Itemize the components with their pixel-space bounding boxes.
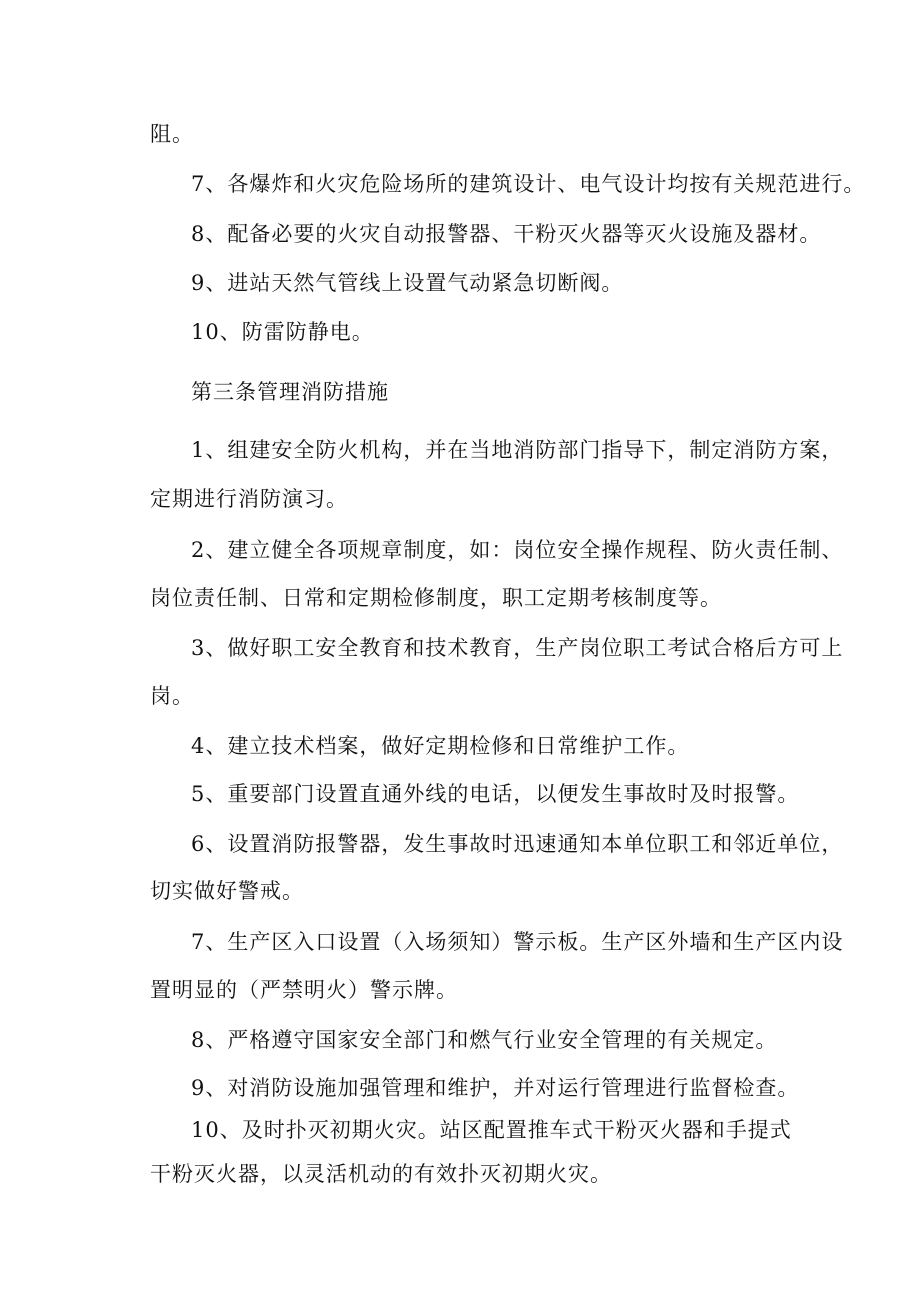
text-line: 岗。 bbox=[150, 684, 194, 708]
text-line: 7、生产区入口设置（入场须知）警示板。生产区外墙和生产区内设 bbox=[191, 930, 844, 954]
text-line: 置明显的（严禁明火）警示牌。 bbox=[150, 978, 458, 1002]
text-line: 8、配备必要的火灾自动报警器、干粉灭火器等灭火设施及器材。 bbox=[191, 222, 822, 246]
text-line: 岗位责任制、日常和定期检修制度，职工定期考核制度等。 bbox=[150, 586, 722, 610]
text-line: 6、设置消防报警器，发生事故时迅速通知本单位职工和邻近单位， bbox=[191, 832, 844, 856]
text-line: 8、严格遵守国家安全部门和燃气行业安全管理的有关规定。 bbox=[191, 1028, 778, 1052]
text-line: 7、各爆炸和火灾危险场所的建筑设计、电气设计均按有关规范进行。 bbox=[191, 172, 866, 196]
text-line: 3、做好职工安全教育和技术教育，生产岗位职工考试合格后方可上 bbox=[191, 636, 844, 660]
text-line: 9、进站天然气管线上设置气动紧急切断阀。 bbox=[191, 271, 624, 295]
text-line: 10、防雷防静电。 bbox=[191, 320, 374, 344]
text-line: 1、组建安全防火机构，并在当地消防部门指导下，制定消防方案， bbox=[191, 438, 844, 462]
text-line: 切实做好警戒。 bbox=[150, 879, 304, 903]
text-line: 10、及时扑灭初期火灾。站区配置推车式干粉灭火器和手提式 bbox=[191, 1118, 792, 1142]
section-heading: 第三条管理消防措施 bbox=[191, 380, 389, 404]
text-line: 定期进行消防演习。 bbox=[150, 487, 348, 511]
text-line: 阻。 bbox=[150, 122, 194, 146]
text-line: 2、建立健全各项规章制度，如：岗位安全操作规程、防火责任制、 bbox=[191, 538, 844, 562]
text-line: 9、对消防设施加强管理和维护，并对运行管理进行监督检查。 bbox=[191, 1076, 800, 1100]
text-line: 4、建立技术档案，做好定期检修和日常维护工作。 bbox=[191, 734, 690, 758]
text-line: 5、重要部门设置直通外线的电话，以便发生事故时及时报警。 bbox=[191, 782, 800, 806]
text-line: 干粉灭火器，以灵活机动的有效扑灭初期火灾。 bbox=[150, 1162, 612, 1186]
